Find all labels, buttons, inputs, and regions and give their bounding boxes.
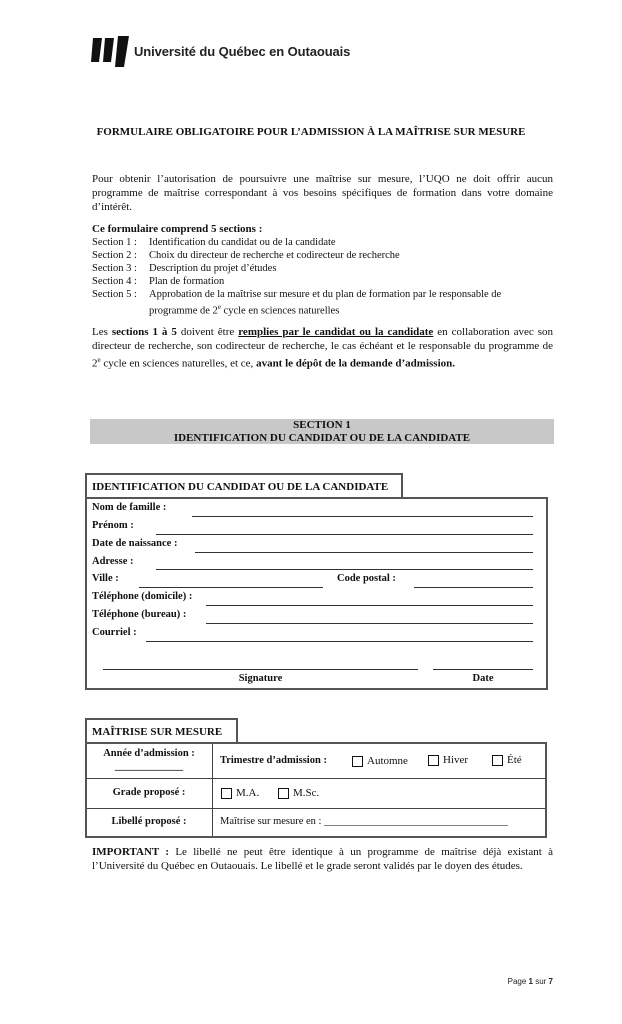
- label-grade: Grade proposé :: [112, 787, 186, 798]
- option-msc[interactable]: M.Sc.: [278, 787, 319, 799]
- field-naissance[interactable]: [195, 552, 533, 553]
- option-ete[interactable]: Été: [492, 754, 522, 766]
- field-date[interactable]: [433, 669, 533, 670]
- row-divider-1: [87, 778, 545, 779]
- label-prenom: Prénom :: [92, 520, 134, 531]
- university-name: Université du Québec en Outaouais: [134, 44, 351, 59]
- section-list-number: Section 3 :: [92, 263, 137, 274]
- document-title: FORMULAIRE OBLIGATOIRE POUR L’ADMISSION À LA MAÎTRISE SUR MESURE: [96, 126, 526, 138]
- option-automne[interactable]: Automne: [352, 755, 408, 767]
- label-ville: Ville :: [92, 573, 119, 584]
- label-tel-domicile: Téléphone (domicile) :: [92, 591, 193, 602]
- field-courriel[interactable]: [146, 641, 533, 642]
- field-prenom[interactable]: [156, 534, 533, 535]
- option-ma[interactable]: M.A.: [221, 787, 259, 799]
- field-tel-domicile[interactable]: [206, 605, 533, 606]
- section-list-number: Section 1 :: [92, 237, 137, 248]
- col-divider: [212, 744, 213, 836]
- label-naissance: Date de naissance :: [92, 538, 178, 549]
- label-libelle: Libellé proposé :: [111, 816, 187, 827]
- section-list-number: Section 5 :: [92, 289, 137, 300]
- checkbox-hiver[interactable]: [428, 755, 439, 766]
- label-date: Date: [472, 673, 494, 684]
- instructions-paragraph: Les sections 1 à 5 doivent être remplies par le candidat ou la candidate en collaboration avec son directeur de recherche, son codirecteur de recherche, le cas échéant et le responsable du programme de 2e cycle en sciences naturelles, et ce, avant le dépôt de la demande d’admission.: [92, 326, 554, 370]
- label-courriel: Courriel :: [92, 627, 137, 638]
- section-list-text: Identification du candidat ou de la candidate: [149, 237, 336, 248]
- field-libelle[interactable]: Maîtrise sur mesure en : ___________________________________: [220, 816, 508, 827]
- section-list-text: Plan de formation: [149, 276, 225, 287]
- section-list-text: Description du projet d’études: [149, 263, 277, 274]
- section1-number: SECTION 1: [293, 419, 351, 431]
- section-list-text: Choix du directeur de recherche et codirecteur de recherche: [149, 250, 400, 261]
- field-tel-bureau[interactable]: [206, 623, 533, 624]
- field-code-postal[interactable]: [414, 587, 533, 588]
- checkbox-msc[interactable]: [278, 788, 289, 799]
- label-annee: Année d’admission :: [103, 748, 195, 759]
- label-code-postal: Code postal :: [337, 573, 396, 584]
- row-divider-2: [87, 808, 545, 809]
- field-ville[interactable]: [139, 587, 323, 588]
- intro-paragraph: Pour obtenir l’autorisation de poursuivre une maîtrise sur mesure, l’UQO ne doit offrir aucun programme de maîtrise correspondant à vos besoins spécifiques de formation dans votre domaine d’intérêt.: [92, 173, 553, 213]
- section-list-number: Section 4 :: [92, 276, 137, 287]
- field-adresse[interactable]: [156, 569, 533, 570]
- checkbox-ete[interactable]: [492, 755, 503, 766]
- label-signature: Signature: [238, 673, 283, 684]
- uqo-logo-icon: [91, 36, 131, 68]
- option-hiver[interactable]: Hiver: [428, 754, 468, 766]
- identification-tab: IDENTIFICATION DU CANDIDAT OU DE LA CANDIDATE: [85, 473, 403, 499]
- label-nom: Nom de famille :: [92, 502, 167, 513]
- section1-title: IDENTIFICATION DU CANDIDAT OU DE LA CANDIDATE: [173, 431, 471, 444]
- checkbox-ma[interactable]: [221, 788, 232, 799]
- section-list-text: Approbation de la maîtrise sur mesure et du plan de formation par le responsable de: [149, 289, 502, 300]
- field-annee[interactable]: _____________: [114, 761, 184, 772]
- section-list-number: Section 2 :: [92, 250, 137, 261]
- field-signature[interactable]: [103, 669, 418, 670]
- important-note: IMPORTANT : Le libellé ne peut être identique à un programme de maîtrise déjà existant à l’Université du Québec en Outaouais. Le libellé et le grade seront validés par le doyen des études.: [92, 846, 553, 872]
- checkbox-automne[interactable]: [352, 756, 363, 767]
- label-tel-bureau: Téléphone (bureau) :: [92, 609, 187, 620]
- label-adresse: Adresse :: [92, 556, 134, 567]
- section1-banner: [90, 419, 554, 444]
- sections-heading: Ce formulaire comprend 5 sections :: [92, 223, 263, 235]
- field-nom[interactable]: [192, 516, 533, 517]
- label-trimestre: Trimestre d’admission :: [220, 755, 327, 766]
- maitrise-tab: MAÎTRISE SUR MESURE: [85, 718, 238, 744]
- page-number: Page 1 sur 7: [507, 977, 553, 986]
